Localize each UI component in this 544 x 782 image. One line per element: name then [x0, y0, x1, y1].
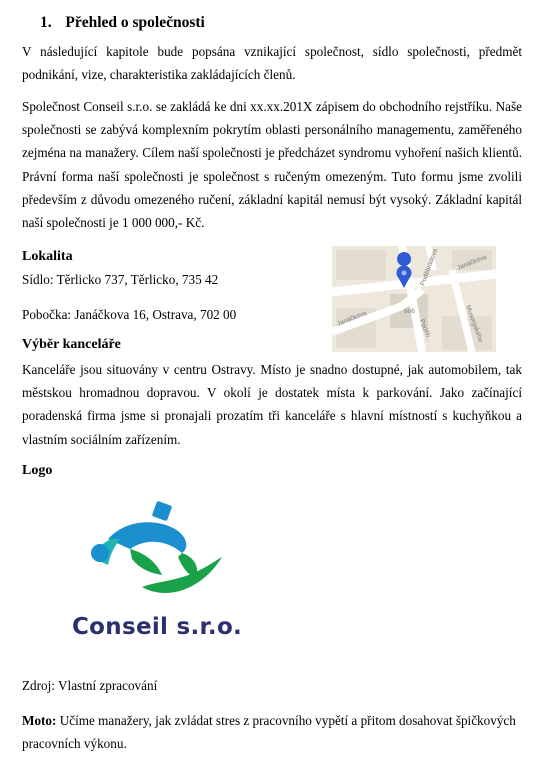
- location-heading: Lokalita: [22, 249, 73, 264]
- seat-line: Sídlo: Těrlicko 737, Těrlicko, 735 42: [22, 272, 219, 287]
- map-street-label-4: Musorgského: [464, 304, 485, 344]
- running-figure-icon: [70, 495, 240, 615]
- logo-wordmark: Conseil s.r.o.: [72, 614, 243, 640]
- section-heading: [40, 14, 205, 32]
- branch-line: Pobočka: Janáčkova 16, Ostrava, 702 00: [22, 307, 237, 322]
- company-paragraph: Společnost Conseil s.r.o. se zakládá ke dni xx.xx.201X zápisem do obchodního rejstříku. Naše společnosti se zabývá komplexním pokrytím oblasti personálního managementu, zaměřeného zejména na manažery. Cílem naší společnosti je předcházet syndromu vyhoření našich klientů. Právní forma naší společnosti je společnost s ručeným omezeným. Tuto formu jsme zvolili především z důvodu omezeného ručení, základní kapitál nemusí být vysoký. Základní kapitál naší společnosti je 1 000 000,- Kč.: [22, 99, 522, 231]
- motto-paragraph: [22, 709, 522, 755]
- section-title: Přehled o společnosti: [65, 14, 205, 31]
- location-map: [332, 246, 496, 352]
- map-graphic: [332, 246, 496, 352]
- map-street-label-5: Poděb...: [418, 318, 433, 344]
- logo-heading: Logo: [22, 463, 53, 478]
- intro-paragraph: V následující kapitole bude popsána vznikající společnost, sídlo společnosti, předmět podnikání, vize, charakteristika zakládajících členů.: [22, 44, 522, 83]
- section-number: 1.: [40, 14, 52, 31]
- map-street-label-3: Janáčkova: [336, 309, 368, 328]
- map-street-label-1: Poděbradova: [419, 247, 440, 287]
- source-line: Zdroj: Vlastní zpracování: [22, 678, 158, 693]
- motto-label: Moto:: [22, 713, 57, 728]
- map-building-label: 606: [404, 308, 415, 315]
- motto-text: Učíme manažery, jak zvládat stres z pracovního vypětí a přitom dosahovat špičkových pracovních výkonu.: [22, 713, 516, 752]
- office-heading: Výběr kanceláře: [22, 337, 121, 352]
- office-paragraph: Kanceláře jsou situovány v centru Ostravy. Místo je snadno dostupné, jak automobilem, tak městskou hromadnou dopravou. V okolí je dostatek místa k parkování. Jako začínající poradenská firma jsme si pronajali prozatím tři kanceláře s hlavní místností s kuchyňkou a vlastním sociálním zařízením.: [22, 362, 522, 447]
- map-street-label-2: Janáčkova: [456, 253, 488, 272]
